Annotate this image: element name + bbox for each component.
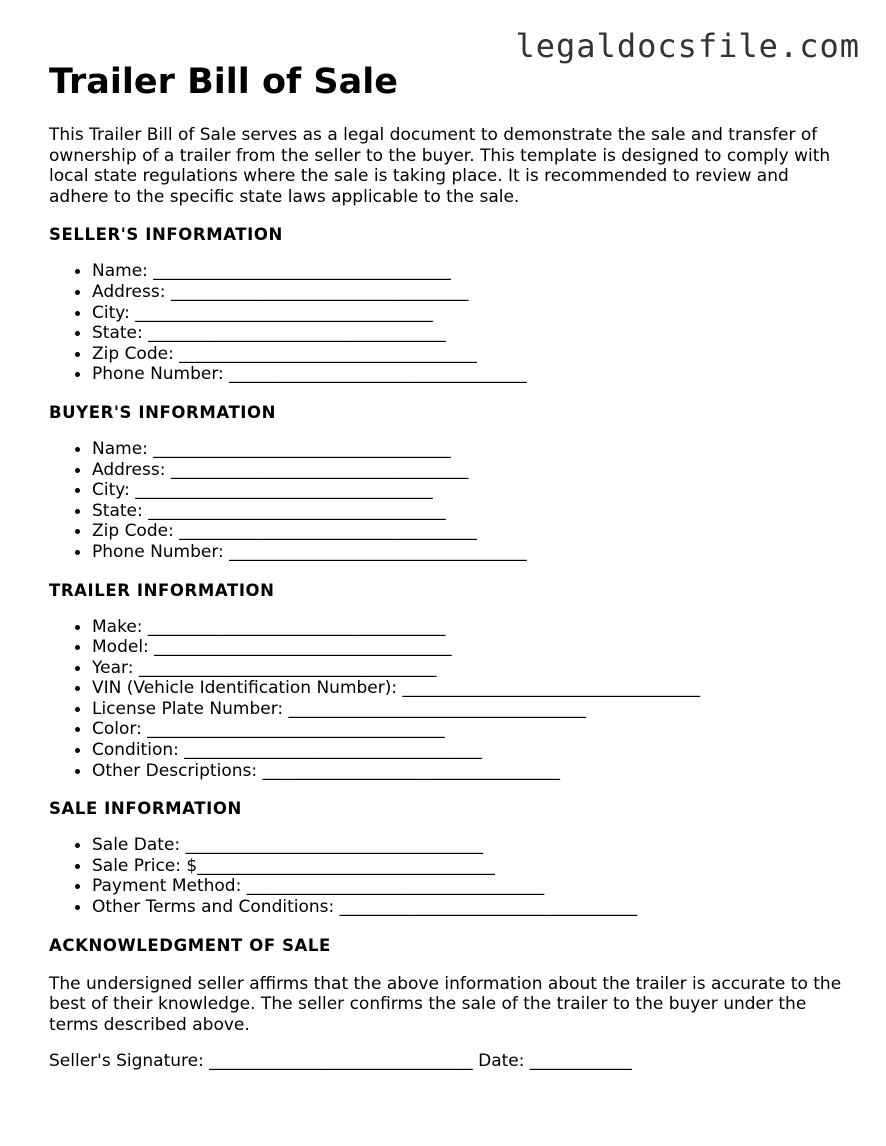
page-title: Trailer Bill of Sale [49, 62, 398, 102]
sellers-list [49, 261, 849, 385]
sellers-state-field: State: ___________________________________ [92, 323, 849, 344]
watermark: legaldocsfile.com [515, 27, 860, 65]
sellers-phone-field: Phone Number: ___________________________________ [92, 364, 849, 385]
acknowledgment-text: The undersigned seller affirms that the above information about the trailer is accurate to the best of their knowledge. The seller confirms the sale of the trailer to the buyer under the terms described above. [49, 973, 842, 1035]
buyers-list [49, 439, 849, 563]
trailer-vin-field: VIN (Vehicle Identification Number): ___________________________________ [92, 678, 849, 699]
buyers-zip-field: Zip Code: ___________________________________ [92, 521, 849, 542]
trailer-list [49, 617, 849, 782]
trailer-other-field: Other Descriptions: ___________________________________ [92, 761, 849, 782]
sellers-heading: SELLER'S INFORMATION [49, 225, 283, 245]
sale-date-field: Sale Date: ___________________________________ [92, 835, 849, 856]
signature-line: Seller's Signature: _______________________________ Date: ____________ [49, 1051, 632, 1072]
sale-list [49, 835, 849, 917]
buyers-city-field: City: ___________________________________ [92, 480, 849, 501]
buyers-name-field: Name: ___________________________________ [92, 439, 849, 460]
trailer-model-field: Model: ___________________________________ [92, 637, 849, 658]
sale-terms-field: Other Terms and Conditions: ___________________________________ [92, 897, 849, 918]
trailer-plate-field: License Plate Number: ___________________________________ [92, 699, 849, 720]
trailer-year-field: Year: ___________________________________ [92, 658, 849, 679]
buyers-address-field: Address: ___________________________________ [92, 460, 849, 481]
document [49, 58, 849, 1072]
sale-heading: SALE INFORMATION [49, 799, 242, 819]
sale-payment-field: Payment Method: ___________________________________ [92, 876, 849, 897]
trailer-color-field: Color: ___________________________________ [92, 719, 849, 740]
trailer-heading: TRAILER INFORMATION [49, 580, 275, 600]
buyers-state-field: State: ___________________________________ [92, 501, 849, 522]
sale-price-field: Sale Price: $___________________________________ [92, 856, 849, 877]
intro-paragraph: This Trailer Bill of Sale serves as a legal document to demonstrate the sale and transfer of ownership of a trailer from the seller to the buyer. This template is designed to comply with local state regulations where the sale is taking place. It is recommended to review and adhere to the specific state laws applicable to the sale. [49, 125, 831, 207]
sellers-address-field: Address: ___________________________________ [92, 282, 849, 303]
buyers-phone-field: Phone Number: ___________________________________ [92, 542, 849, 563]
sellers-name-field: Name: ___________________________________ [92, 261, 849, 282]
sellers-city-field: City: ___________________________________ [92, 303, 849, 324]
trailer-make-field: Make: ___________________________________ [92, 617, 849, 638]
acknowledgment-heading: ACKNOWLEDGMENT OF SALE [49, 935, 331, 955]
buyers-heading: BUYER'S INFORMATION [49, 402, 277, 422]
trailer-condition-field: Condition: ___________________________________ [92, 740, 849, 761]
sellers-zip-field: Zip Code: ___________________________________ [92, 344, 849, 365]
